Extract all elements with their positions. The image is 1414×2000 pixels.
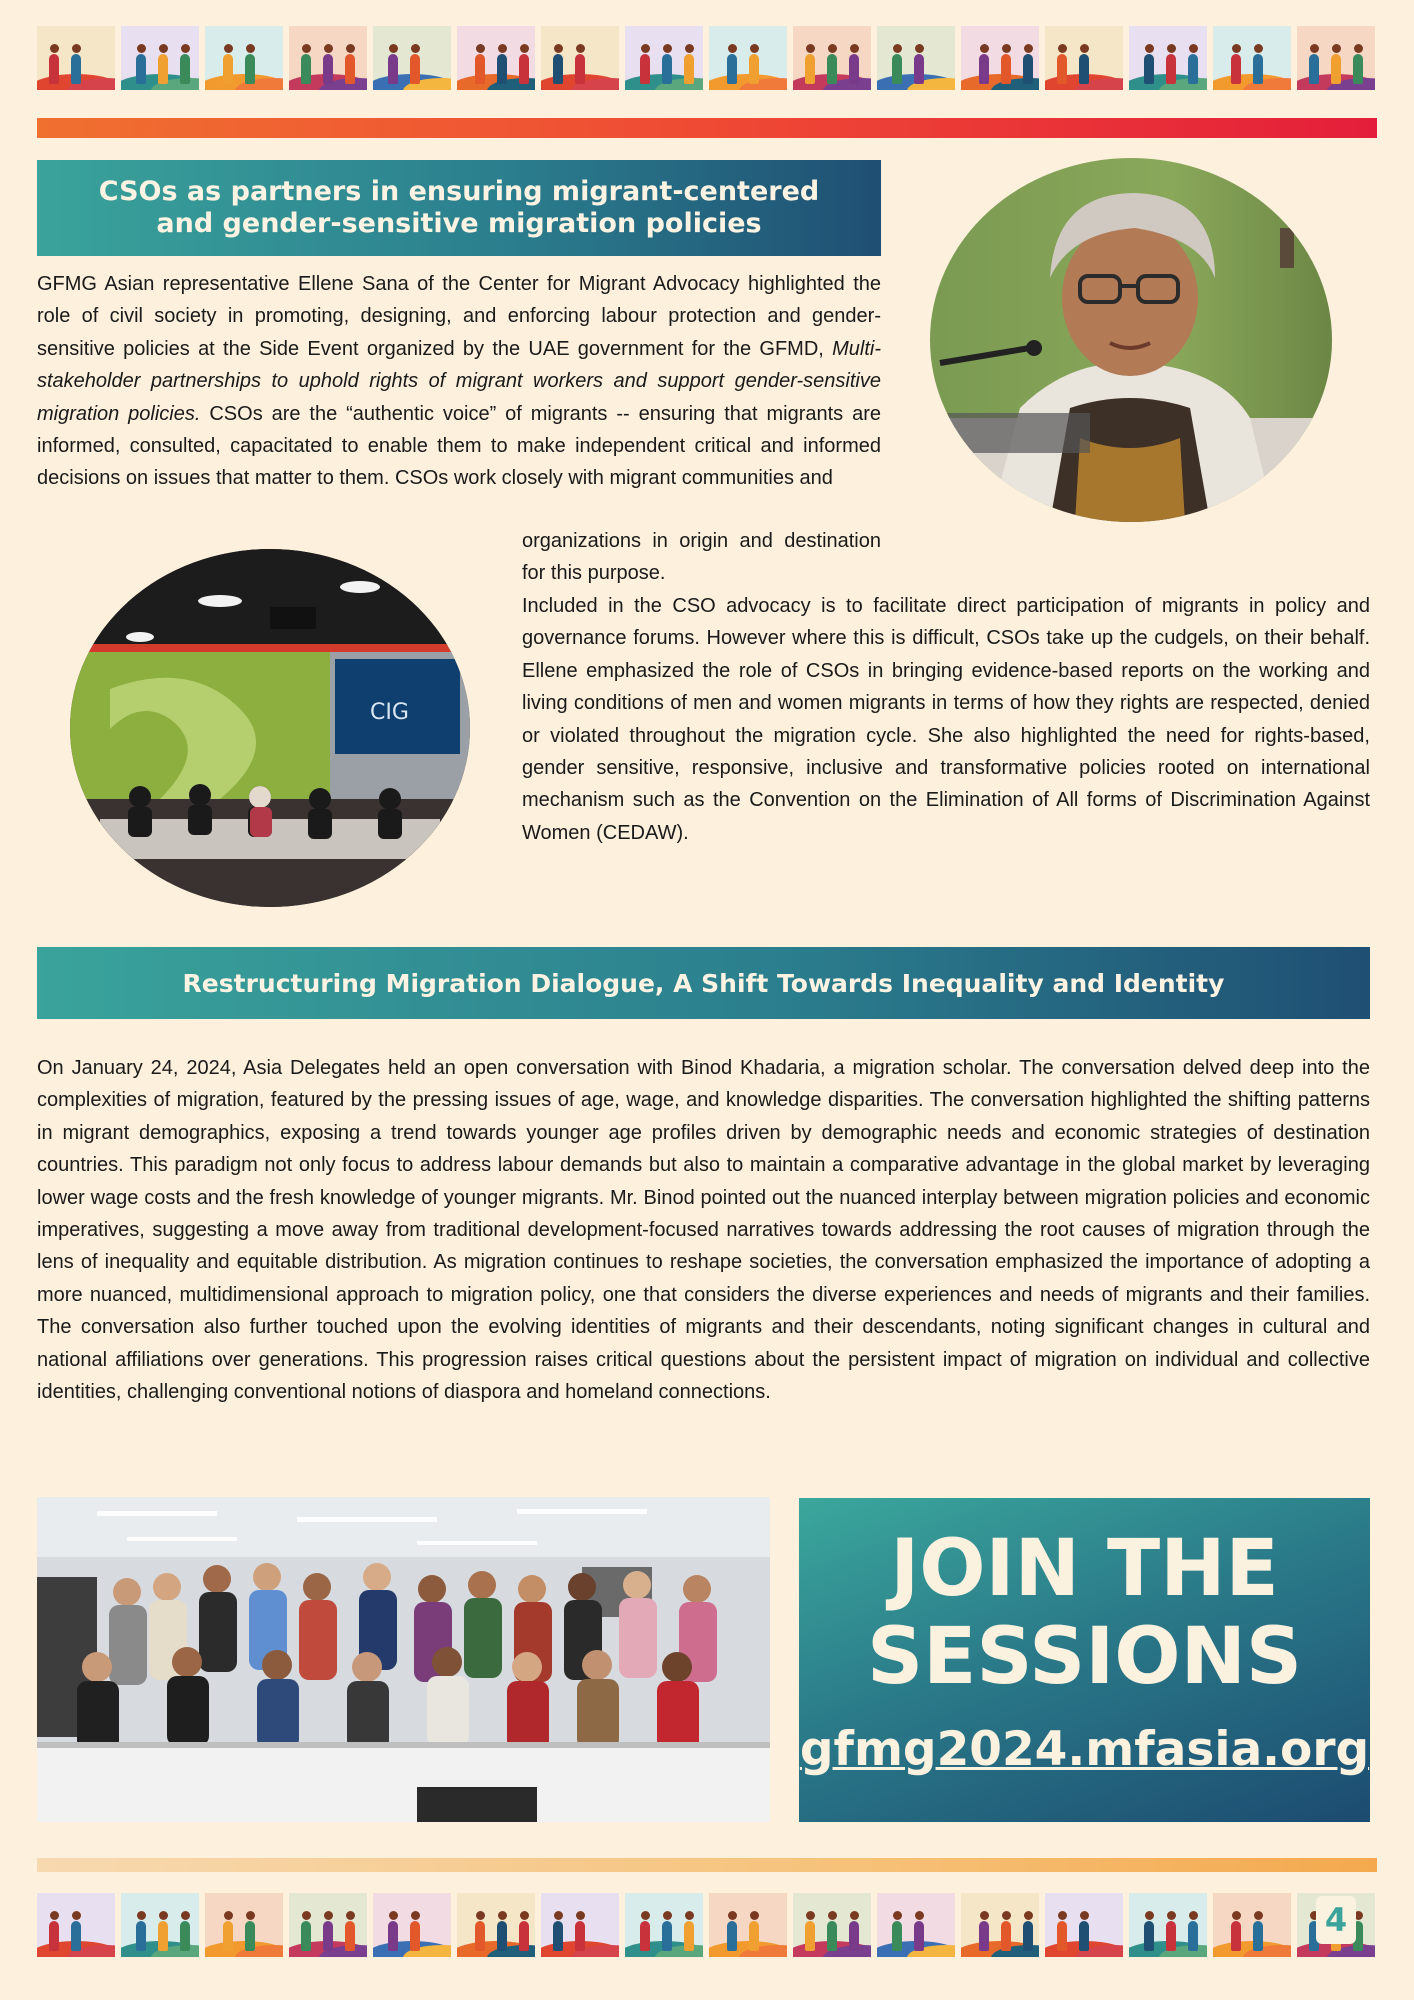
- intro-continuation-text: organizations in origin and destination for this purpose.: [522, 530, 881, 585]
- banner-illustration-tile: [1129, 1893, 1207, 1957]
- banner-illustration-tile: [961, 1893, 1039, 1957]
- intro-text-part2: CSOs are the “authentic voice” of migrants -- ensuring that migrants are informed, consulted, capacitated to enable them to make independent critical and informed decisions on issues that matter to them. CSOs work closely with migrant communities and: [37, 402, 881, 490]
- intro-text-part1: GFMG Asian representative Ellene Sana of the Center for Migrant Advocacy highlighted the role of civil society in promoting, designing, and enforcing labour protection and gender-sensitive policies at the Side Event organized by the UAE government for the GFMD,: [37, 273, 881, 360]
- banner-illustration-tile: [205, 1893, 283, 1957]
- banner-illustration-tile: [1129, 26, 1207, 90]
- panel-event-illustration: [70, 549, 470, 907]
- banner-illustration-tile: [1045, 26, 1123, 90]
- section1-intro-text: [37, 268, 881, 495]
- section2-body-paragraph: [37, 1052, 1370, 1408]
- banner-illustration-tile: [457, 26, 535, 90]
- group-photo: [37, 1497, 770, 1822]
- banner-illustration-tile: [1213, 26, 1291, 90]
- banner-illustration-tile: [1213, 1893, 1291, 1957]
- banner-illustration-tile: [373, 26, 451, 90]
- banner-illustration-tile: [457, 1893, 535, 1957]
- section1-heading-line2: and gender-sensitive migration policies: [156, 208, 762, 239]
- section1-heading: [37, 160, 881, 256]
- speaker-portrait-photo: [930, 158, 1332, 522]
- banner-illustration-tile: [709, 26, 787, 90]
- banner-illustration-tile: [373, 1893, 451, 1957]
- section1-paragraph2: [522, 590, 1370, 849]
- side-event-title: Multi-stakeholder partnerships to uphold rights of migrant workers and support gender-sensitive migration policies.: [37, 337, 881, 425]
- join-line1: JOIN THE: [890, 1524, 1279, 1614]
- banner-illustration-tile: [541, 1893, 619, 1957]
- banner-illustration-tile: [877, 26, 955, 90]
- join-website-link[interactable]: gfmg2024.mfasia.org: [799, 1722, 1370, 1777]
- banner-illustration-tile: [709, 1893, 787, 1957]
- section1-heading-line1: CSOs as partners in ensuring migrant-centered: [98, 176, 820, 207]
- banner-illustration-tile: [37, 1893, 115, 1957]
- speaker-portrait-illustration: [930, 158, 1332, 522]
- bottom-decorative-banner: [37, 1893, 1377, 1957]
- banner-illustration-tile: [793, 26, 871, 90]
- section1-intro-continuation: [522, 525, 881, 590]
- section1-paragraph2-text: Included in the CSO advocacy is to facilitate direct participation of migrants in policy and governance forums. However where this is difficult, CSOs take up the cudgels, on their behalf. Ellene emphasized the role of CSOs in bringing evidence-based reports on the working and living conditions of men and women migrants in terms of how they rights are respected, denied or violated throughout the migration cycle. She also highlighted the need for rights-based, gender sensitive, responsive, inclusive and transformative policies rooted on international mechanism such as the Convention on the Elimination of All forms of Discrimination Against Women (CEDAW).: [522, 595, 1370, 844]
- top-accent-bar: [37, 118, 1377, 138]
- join-sessions-callout: [799, 1498, 1370, 1822]
- banner-illustration-tile: [289, 1893, 367, 1957]
- banner-illustration-tile: [793, 1893, 871, 1957]
- join-line2: SESSIONS: [866, 1612, 1303, 1702]
- page-number: 4: [1316, 1896, 1356, 1944]
- banner-illustration-tile: [121, 26, 199, 90]
- banner-illustration-tile: [541, 26, 619, 90]
- banner-illustration-tile: [289, 26, 367, 90]
- section1-intro-paragraph: [37, 268, 881, 495]
- svg-text:CIG: CIG: [370, 700, 409, 725]
- banner-illustration-tile: [1297, 26, 1375, 90]
- banner-illustration-tile: [625, 26, 703, 90]
- banner-illustration-tile: [1045, 1893, 1123, 1957]
- banner-illustration-tile: [37, 26, 115, 90]
- group-photo-illustration: [37, 1497, 770, 1822]
- panel-event-photo: [70, 549, 470, 907]
- banner-illustration-tile: [877, 1893, 955, 1957]
- banner-illustration-tile: [625, 1893, 703, 1957]
- top-decorative-banner: [37, 26, 1377, 90]
- section2-body-text: On January 24, 2024, Asia Delegates held an open conversation with Binod Khadaria, a migration scholar. The conversation delved deep into the complexities of migration, featured by the pressing issues of age, wage, and knowledge disparities. The conversation highlighted the shifting patterns in migrant demographics, exposing a trend towards younger age profiles driven by demographic needs and economic strategies of destination countries. This paradigm not only focus to address labour demands but also to maintain a comparative advantage in the global market by leveraging lower wage costs and the fresh knowledge of younger migrants. Mr. Binod pointed out the nuanced interplay between migration policies and economic imperatives, suggesting a move away from traditional development-focused narratives towards addressing the root causes of migration through the lens of inequality and equitable distribution. As migration continues to reshape societies, the conversation emphasized the importance of adopting a more nuanced, multidimensional approach to migration policy, one that considers the diverse experiences and needs of migrants and their families. The conversation also further touched upon the evolving identities of migrants and their descendants, noting significant changes in cultural and national affiliations over generations. This progression raises critical questions about the persistent impact of migration on individual and collective identities, challenging conventional notions of diaspora and homeland connections.: [37, 1057, 1370, 1404]
- banner-illustration-tile: [205, 26, 283, 90]
- section2-heading: [37, 947, 1370, 1019]
- banner-illustration-tile: [121, 1893, 199, 1957]
- banner-illustration-tile: [961, 26, 1039, 90]
- bottom-accent-bar: [37, 1858, 1377, 1872]
- section2-heading-text: Restructuring Migration Dialogue, A Shift Towards Inequality and Identity: [182, 968, 1225, 998]
